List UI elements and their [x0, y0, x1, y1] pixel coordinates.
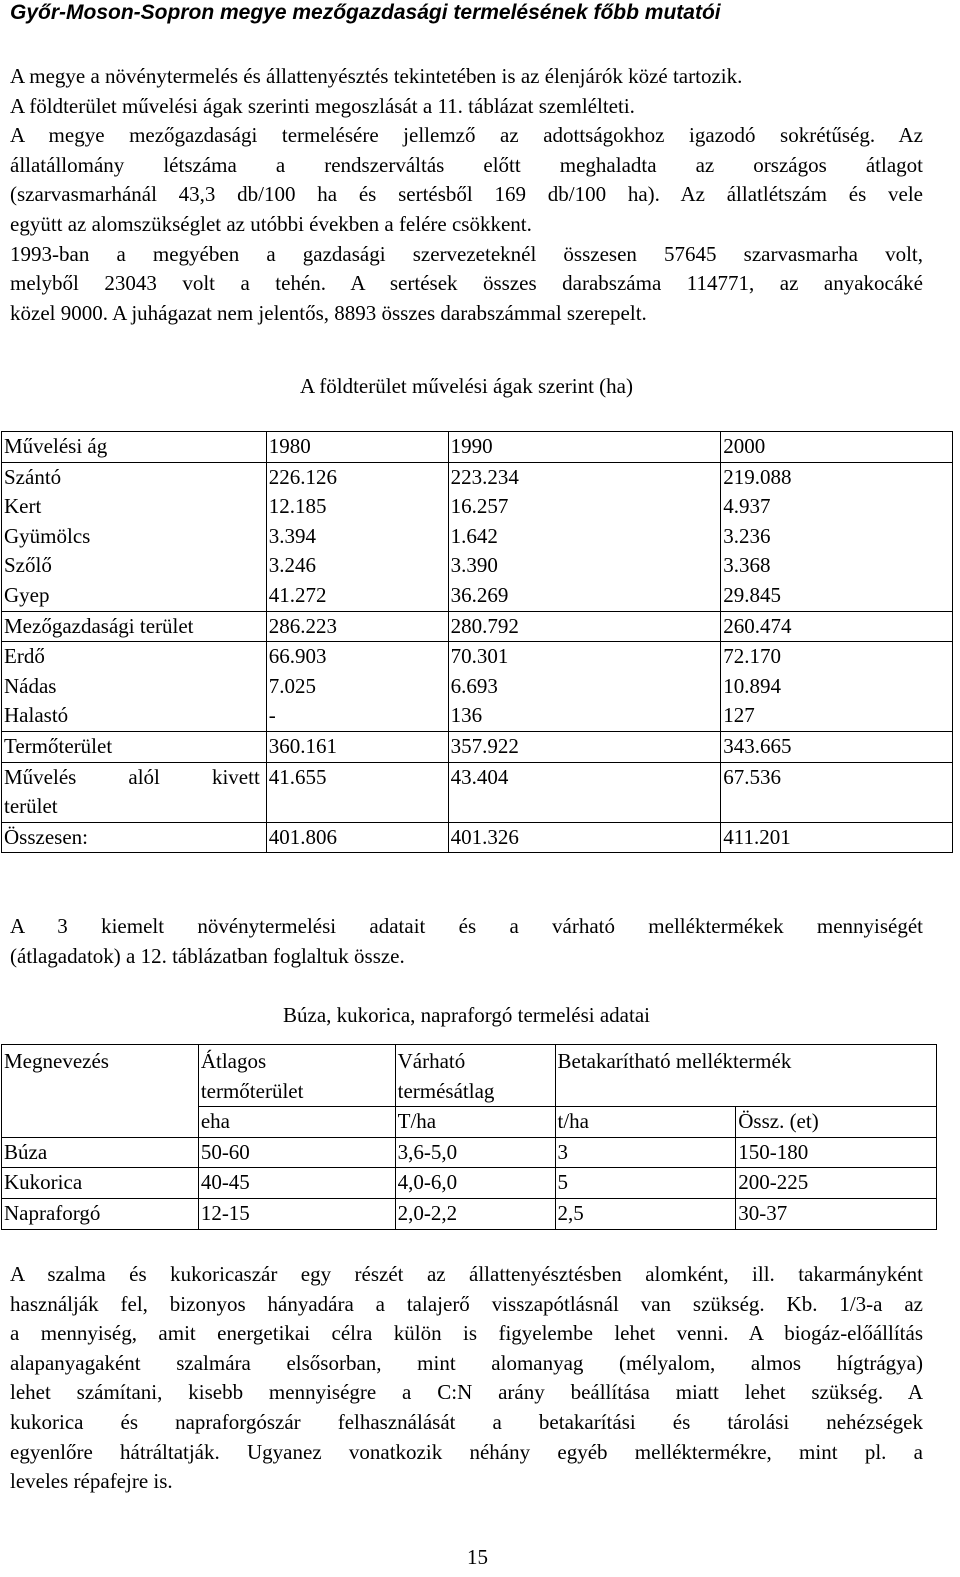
crop-name-cell: Búza [2, 1137, 199, 1168]
value-cell: 43.404 [448, 762, 721, 822]
text-line: leveles répafejre is. [10, 1469, 173, 1494]
crop-name-cell: Napraforgó [2, 1198, 199, 1229]
cell-line: 127 [723, 703, 755, 728]
table-row [2, 731, 953, 762]
value-cell: 5 [555, 1168, 736, 1199]
value-cell: 2,0-2,2 [395, 1198, 555, 1229]
value-cell: 50-60 [198, 1137, 395, 1168]
land-type-cell [2, 462, 267, 611]
header-cell: Megnevezés [2, 1045, 199, 1138]
value-cell: 40-45 [198, 1168, 395, 1199]
table-row [2, 762, 953, 822]
cell-line: 36.269 [450, 582, 509, 607]
cell-line: 10.894 [723, 673, 781, 698]
page-title: Győr-Moson-Sopron megye mezőgazdasági termelésének főbb mutatói [10, 1, 721, 24]
value-cell: 260.474 [721, 611, 953, 642]
header-cell: Össz. (et) [736, 1107, 937, 1138]
cell-line: 6.693 [450, 673, 498, 698]
text-line: (szarvasmarhánál 43,3 db/100 ha és sertésből 169 db/100 ha). Az állatlétszám és vele [10, 182, 923, 207]
header-cell: eha [198, 1107, 395, 1138]
value-cell: 3,6-5,0 [395, 1137, 555, 1168]
text-line: egyenlőre hátráltatják. Ugyanez vonatkozik néhány egyéb melléktermékre, mint pl. a [10, 1439, 923, 1464]
cell-line: 223.234 [450, 464, 519, 489]
text-line: alapanyagaként szalmára elsősorban, mint alomanyag (mélyalom, almos hígtrágya) [10, 1350, 923, 1375]
cell-line: 7.025 [268, 673, 317, 698]
table-header-row [2, 432, 953, 463]
header-cell [198, 1045, 395, 1107]
table-row [2, 1137, 937, 1168]
cell-line: 226.126 [268, 464, 338, 489]
table-header-row [2, 1045, 937, 1107]
value-cell [266, 642, 448, 732]
header-cell: 2000 [721, 432, 953, 463]
table1-caption: A földterület művelési ágak szerint (ha) [300, 374, 633, 398]
value-cell: 411.201 [721, 822, 953, 853]
text-line: A szalma és kukoricaszár egy részét az állattenyésztésben alomként, ill. takarmányként [10, 1262, 923, 1286]
cell-line: 3.236 [723, 523, 771, 548]
cell-line: Kert [4, 494, 42, 519]
land-use-table [1, 431, 953, 853]
text-line: melyből 23043 volt a tehén. A sertések összes darabszáma 114771, az anyakocáké [10, 271, 923, 296]
value-cell: 3 [555, 1137, 736, 1168]
header-cell [395, 1045, 555, 1107]
cell-line: 29.845 [723, 582, 781, 607]
value-cell: 280.792 [448, 611, 721, 642]
cell-line: termőterület [200, 1078, 304, 1103]
value-cell [448, 642, 721, 732]
land-type-cell [2, 642, 267, 732]
cell-line: termésátlag [397, 1078, 495, 1103]
cell-line: Átlagos [200, 1049, 267, 1073]
cell-line: Gyep [4, 582, 50, 607]
header-cell: Betakarítható melléktermék [555, 1045, 937, 1107]
table-row [2, 611, 953, 642]
between-paragraph [10, 912, 923, 971]
value-cell: 30-37 [736, 1198, 937, 1229]
crop-name-cell: Kukorica [2, 1168, 199, 1199]
text-line: A megye mezőgazdasági termelésére jellemző az adottságokhoz igazodó sokrétűség. Az [10, 123, 923, 148]
cell-line: Szőlő [4, 553, 52, 578]
cell-line: Erdő [4, 644, 45, 669]
text-line: együtt az alomszükséglet az utóbbi években a felére csökkent. [10, 211, 532, 236]
header-cell: t/ha [555, 1107, 736, 1138]
text-line: állatállomány létszáma a rendszerváltás előtt meghaladta az országos átlagot [10, 152, 923, 177]
cell-line: Nádas [4, 673, 57, 698]
value-cell: 200-225 [736, 1168, 937, 1199]
value-cell [721, 462, 953, 611]
cell-line: 136 [450, 703, 483, 728]
land-type-cell: Mezőgazdasági terület [2, 611, 267, 642]
cell-line: 3.368 [723, 553, 771, 578]
text-line: kukorica és napraforgószár felhasználását a betakarítási és tárolási nehézségek [10, 1409, 923, 1434]
value-cell [266, 462, 448, 611]
text-line: 1993-ban a megyében a gazdasági szervezeteknél összesen 57645 szarvasmarha volt, [10, 241, 923, 266]
table-row [2, 1168, 937, 1199]
text-line: lehet számítani, kisebb mennyiségre a C:N arány beállítása miatt lehet szükség. A [10, 1380, 923, 1405]
cell-line: 70.301 [450, 644, 509, 669]
cell-line: terület [4, 794, 58, 819]
cell-line: 72.170 [723, 644, 781, 669]
cell-line: 4.937 [723, 494, 771, 519]
value-cell: 12-15 [198, 1198, 395, 1229]
text-line: (átlagadatok) a 12. táblázatban foglaltuk össze. [10, 943, 405, 968]
land-type-cell: Összesen: [2, 822, 267, 853]
value-cell: 401.806 [266, 822, 448, 853]
cell-line: 3.390 [450, 553, 498, 578]
value-cell: 4,0-6,0 [395, 1168, 555, 1199]
cell-line: 12.185 [268, 494, 327, 519]
text-line: A megye a növénytermelés és állattenyésztés tekintetében is az élenjárók közé tartozik. [10, 64, 743, 88]
table-row [2, 642, 953, 732]
value-cell [721, 642, 953, 732]
cell-line: Gyümölcs [4, 523, 91, 548]
header-cell: Művelési ág [2, 432, 267, 463]
cell-line: 1.642 [450, 523, 498, 548]
cell-line: Várható [397, 1049, 466, 1073]
header-cell: T/ha [395, 1107, 555, 1138]
table-row [2, 1198, 937, 1229]
intro-paragraph [10, 62, 923, 328]
cell-line: - [268, 703, 276, 728]
text-line: közel 9000. A juhágazat nem jelentős, 8893 összes darabszámmal szerepelt. [10, 300, 647, 325]
table2-caption: Búza, kukorica, napraforgó termelési adatai [283, 1003, 650, 1027]
text-line: A földterület művelési ágak szerinti megoszlását a 11. táblázat szemlélteti. [10, 93, 635, 118]
page-number: 15 [467, 1545, 488, 1569]
value-cell: 286.223 [266, 611, 448, 642]
land-type-cell [2, 762, 267, 822]
land-type-cell: Termőterület [2, 731, 267, 762]
cell-line: 16.257 [450, 494, 509, 519]
text-line: a mennyiség, amit energetikai célra külön is figyelembe lehet venni. A biogáz-előállítás [10, 1321, 923, 1346]
value-cell: 401.326 [448, 822, 721, 853]
header-cell: 1990 [448, 432, 721, 463]
closing-paragraph [10, 1260, 923, 1497]
cell-line: 219.088 [723, 464, 792, 489]
value-cell: 360.161 [266, 731, 448, 762]
table-row [2, 822, 953, 853]
text-line: használják fel, bizonyos hányadára a talajerő visszapótlásnál van szükség. Kb. 1/3-a az [10, 1291, 923, 1316]
table-row [2, 462, 953, 611]
crop-production-table [1, 1044, 937, 1230]
value-cell: 357.922 [448, 731, 721, 762]
cell-line: 66.903 [268, 644, 327, 669]
cell-line: Művelés alól kivett [4, 764, 260, 789]
value-cell [448, 462, 721, 611]
header-cell: 1980 [266, 432, 448, 463]
value-cell: 41.655 [266, 762, 448, 822]
cell-line: 3.394 [268, 523, 317, 548]
cell-line: 41.272 [268, 582, 327, 607]
cell-line: Halastó [4, 703, 69, 728]
text-line: A 3 kiemelt növénytermelési adatait és a várható melléktermékek mennyiségét [10, 914, 923, 938]
value-cell: 2,5 [555, 1198, 736, 1229]
cell-line: Szántó [4, 464, 62, 489]
value-cell: 343.665 [721, 731, 953, 762]
cell-line: 3.246 [268, 553, 317, 578]
value-cell: 67.536 [721, 762, 953, 822]
value-cell: 150-180 [736, 1137, 937, 1168]
